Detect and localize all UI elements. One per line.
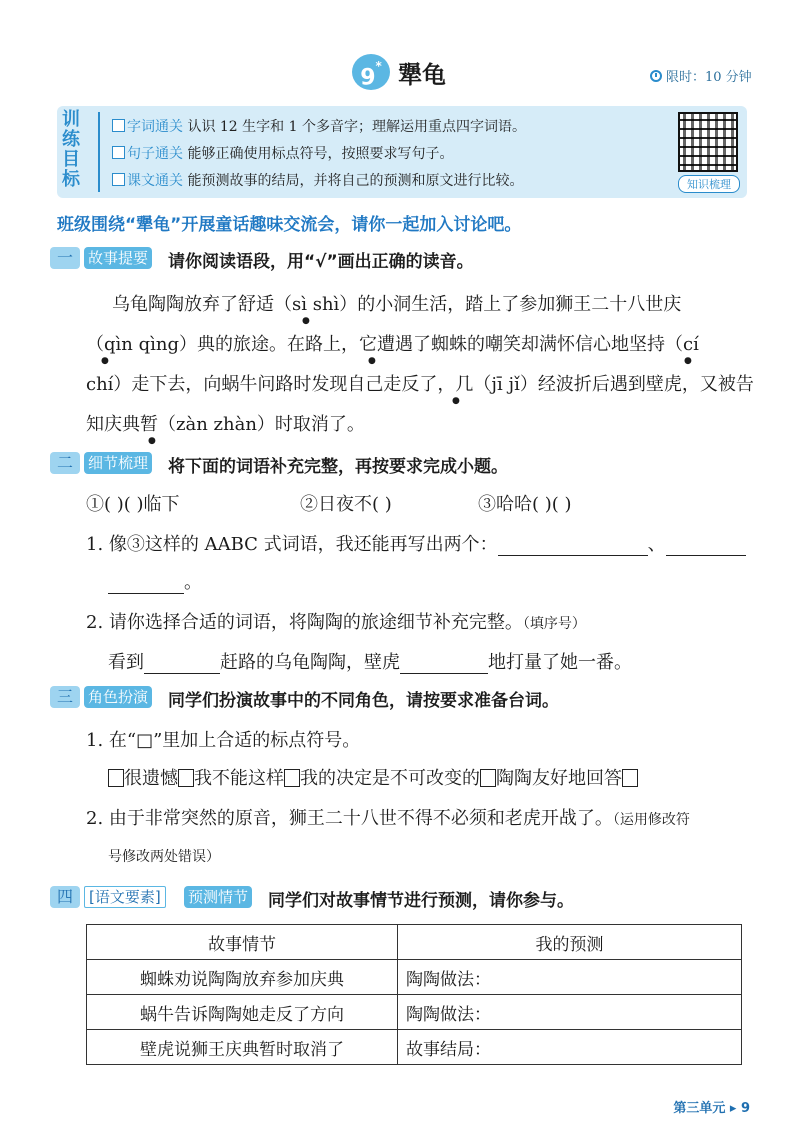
- lesson-title: 犟龟: [398, 61, 446, 89]
- emphasis-dot: ●: [148, 436, 156, 446]
- word-item[interactable]: ②日夜不( ): [300, 494, 392, 515]
- section-instruction: 同学们对故事情节进行预测，请你参与。: [268, 891, 574, 911]
- section-tag: 角色扮演: [84, 686, 152, 708]
- passage-line: （qìn qìng）典的旅途。在路上，它遭遇了蜘蛛的嘲笑却满怀信心地坚持（cí: [86, 334, 699, 355]
- answer-blank[interactable]: [400, 655, 488, 674]
- table-cell-answer[interactable]: 陶陶做法：: [398, 995, 742, 1030]
- word-item[interactable]: ①( )( )临下: [86, 494, 180, 515]
- passage-line: chí）走下去，向蜗牛问路时发现自己走反了，几（jī jǐ）经波折后遇到壁虎，又被告: [86, 374, 754, 395]
- section-tag-element: [语文要素]: [84, 886, 166, 908]
- page-footer: 第三单元 ▸ 9: [673, 1101, 750, 1116]
- answer-blank[interactable]: [666, 537, 746, 556]
- emphasis-dot: ●: [302, 316, 310, 326]
- question-note: 号修改两处错误）: [108, 849, 220, 865]
- table-header: 故事情节: [87, 925, 398, 960]
- emphasis-dot: ●: [452, 396, 460, 406]
- punctuation-box[interactable]: [178, 769, 194, 787]
- lesson-number-badge: 9*: [352, 54, 390, 90]
- question-text: 2. 请你选择合适的词语，将陶陶的旅途细节补充完整。（填序号）: [86, 612, 586, 633]
- goals-divider: [98, 112, 100, 192]
- qr-code-icon[interactable]: [678, 112, 738, 172]
- section-instruction: 请你阅读语段，用“√”画出正确的读音。: [168, 252, 474, 272]
- goal-row: 句子通关 能够正确使用标点符号，按照要求写句子。: [112, 143, 453, 163]
- goal-row: 课文通关 能预测故事的结局，并将自己的预测和原文进行比较。: [112, 170, 523, 190]
- table-cell-answer[interactable]: 陶陶做法：: [398, 960, 742, 995]
- answer-blank[interactable]: [144, 655, 220, 674]
- intro-text: 班级围绕“犟龟”开展童话趣味交流会，请你一起加入讨论吧。: [57, 215, 522, 235]
- table-header-row: [87, 925, 742, 960]
- section-tag: 预测情节: [184, 886, 252, 908]
- table-header: 我的预测: [398, 925, 742, 960]
- section-number: 二: [50, 452, 80, 474]
- table-row: [87, 960, 742, 995]
- emphasis-dot: ●: [101, 356, 109, 366]
- punctuation-box[interactable]: [284, 769, 300, 787]
- passage-line: 乌龟陶陶放弃了舒适（sì shì）的小洞生活，踏上了参加狮王二十八世庆: [112, 294, 682, 315]
- question-text: 1. 在“□”里加上合适的标点符号。: [86, 730, 361, 751]
- table-row: [87, 1030, 742, 1065]
- table-cell: 壁虎说狮王庆典暂时取消了: [87, 1030, 398, 1065]
- question-text: 看到 赶路的乌龟陶陶，壁虎 地打量了她一番。: [108, 652, 632, 673]
- time-limit: 限时：10 分钟: [650, 66, 752, 85]
- answer-blank[interactable]: [108, 575, 184, 594]
- table-cell: 蜗牛告诉陶陶她走反了方向: [87, 995, 398, 1030]
- punctuation-box[interactable]: [622, 769, 638, 787]
- goals-label: 训 练 目 标: [62, 109, 80, 190]
- table-row: [87, 995, 742, 1030]
- table-cell-answer[interactable]: 故事结局：: [398, 1030, 742, 1065]
- question-text: 1. 像③这样的 AABC 式词语，我还能再写出两个： 、: [86, 530, 746, 556]
- section-tag: 故事提要: [84, 247, 152, 269]
- section-number: 一: [50, 247, 80, 269]
- punctuation-sentence: 很遗憾 我不能这样 我的决定是不可改变的 陶陶友好地回答: [108, 764, 638, 790]
- section-number: 三: [50, 686, 80, 708]
- prediction-table: [86, 924, 742, 1065]
- emphasis-dot: ●: [684, 356, 692, 366]
- section-number: 四: [50, 886, 80, 908]
- table-cell: 蜘蛛劝说陶陶放弃参加庆典: [87, 960, 398, 995]
- punctuation-box[interactable]: [108, 769, 124, 787]
- emphasis-dot: ●: [368, 356, 376, 366]
- section-instruction: 同学们扮演故事中的不同角色，请按要求准备台词。: [168, 691, 559, 711]
- checkbox-icon[interactable]: [112, 173, 125, 186]
- clock-icon: [650, 70, 662, 82]
- checkbox-icon[interactable]: [112, 119, 125, 132]
- word-item[interactable]: ③哈哈( )( ): [478, 494, 572, 515]
- section-tag: 细节梳理: [84, 452, 152, 474]
- question-text: 2. 由于非常突然的原音，狮王二十八世不得不必须和老虎开战了。（运用修改符: [86, 808, 690, 829]
- goal-row: 字词通关 认识 12 生字和 1 个多音字；理解运用重点四字词语。: [112, 116, 526, 136]
- section-instruction: 将下面的词语补充完整，再按要求完成小题。: [168, 457, 508, 477]
- question-text: 。: [108, 568, 202, 594]
- answer-blank[interactable]: [498, 537, 648, 556]
- punctuation-box[interactable]: [480, 769, 496, 787]
- passage-line: 知庆典暂（zàn zhàn）时取消了。: [86, 414, 365, 435]
- checkbox-icon[interactable]: [112, 146, 125, 159]
- qr-label: 知识梳理: [678, 175, 740, 193]
